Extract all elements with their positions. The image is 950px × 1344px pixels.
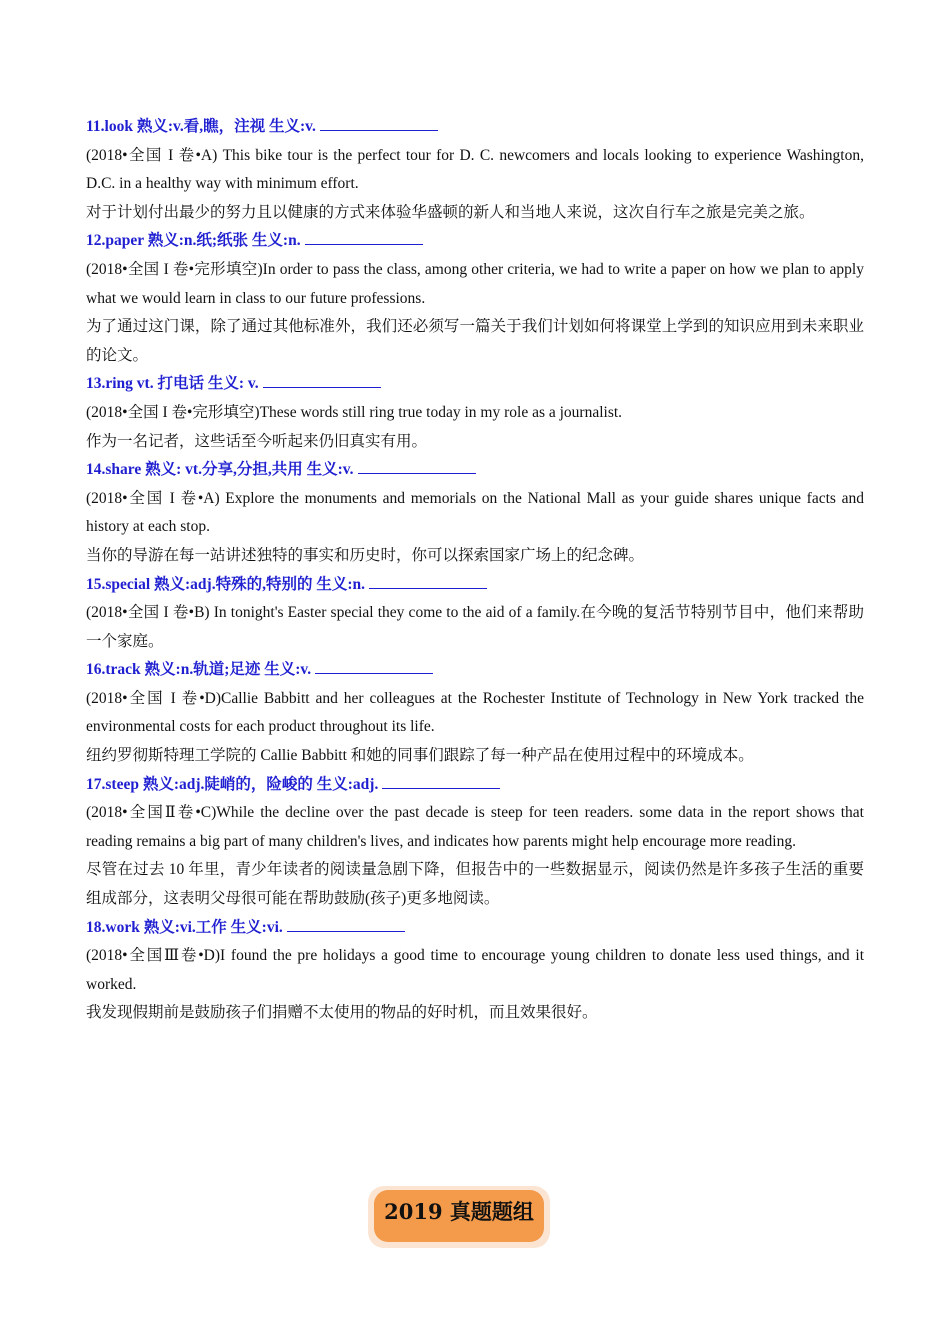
entry-12 bbox=[86, 227, 864, 370]
entry-translation: 为了通过这门课，除了通过其他标准外，我们还必须写一篇关于我们计划如何将课堂上学到的知识应用到未来职业的论文。 bbox=[86, 318, 864, 364]
section-badge-label: 2019 真题题组 bbox=[374, 1190, 544, 1242]
entry-heading: 13.ring vt. 打电话 生义: v. bbox=[86, 370, 864, 399]
answer-blank[interactable] bbox=[315, 659, 433, 674]
entry-heading: 17.steep 熟义:adj.陡峭的，险峻的 生义:adj. bbox=[86, 771, 864, 800]
entry-translation: 对于计划付出最少的努力且以健康的方式来体验华盛顿的新人和当地人来说，这次自行车之旅是完美之旅。 bbox=[86, 203, 815, 221]
answer-blank[interactable] bbox=[382, 774, 500, 789]
answer-blank[interactable] bbox=[263, 373, 381, 388]
answer-blank[interactable] bbox=[305, 230, 423, 245]
vocabulary-list bbox=[86, 113, 864, 1028]
answer-blank[interactable] bbox=[320, 116, 438, 131]
entry-heading: 16.track 熟义:n.轨道;足迹 生义:v. bbox=[86, 656, 864, 685]
entry-18 bbox=[86, 914, 864, 1028]
entry-example: (2018•全国 I 卷•A) This bike tour is the perfect tour for D. C. newcomers and locals looking to experience Washington, D.C. in a healthy way with minimum effort. bbox=[86, 146, 864, 193]
entry-example: (2018•全国Ⅲ卷•D)I found the pre holidays a good time to encourage young children to donate less used things, and it worked. bbox=[86, 947, 864, 993]
section-badge bbox=[368, 1186, 550, 1248]
entry-translation: 纽约罗彻斯特理工学院的 Callie Babbitt 和她的同事们跟踪了每一种产品在使用过程中的环境成本。 bbox=[86, 747, 754, 765]
answer-blank[interactable] bbox=[287, 917, 405, 932]
entry-translation: 我发现假期前是鼓励孩子们捐赠不太使用的物品的好时机，而且效果很好。 bbox=[86, 1004, 598, 1022]
entry-heading: 14.share 熟义: vt.分享,分担,共用 生义:v. bbox=[86, 456, 864, 485]
entry-heading: 18.work 熟义:vi.工作 生义:vi. bbox=[86, 914, 864, 943]
entry-translation: 尽管在过去 10 年里，青少年读者的阅读量急剧下降，但报告中的一些数据显示，阅读仍然是许多孩子生活的重要组成部分，这表明父母很可能在帮助鼓励(孩子)更多地阅读。 bbox=[86, 861, 864, 908]
entry-11 bbox=[86, 113, 864, 227]
entry-example: (2018•全国 I 卷•完形填空)In order to pass the class, among other criteria, we had to write a paper on how we plan to apply what we would learn in class to our future professions. bbox=[86, 260, 864, 307]
entry-heading: 11.look 熟义:v.看,瞧，注视 生义:v. bbox=[86, 113, 864, 142]
entry-heading: 15.special 熟义:adj.特殊的,特别的 生义:n. bbox=[86, 571, 864, 600]
entry-example: (2018•全国Ⅱ卷•C)While the decline over the past decade is steep for teen readers. some data in the report shows that reading remains a big part of many children's lives, and indicates how parents might help encourage more reading. bbox=[86, 804, 864, 850]
entry-13 bbox=[86, 370, 864, 456]
entry-translation: 当你的导游在每一站讲述独特的事实和历史时，你可以探索国家广场上的纪念碑。 bbox=[86, 546, 645, 564]
answer-blank[interactable] bbox=[358, 459, 476, 474]
entry-heading: 12.paper 熟义:n.纸;纸张 生义:n. bbox=[86, 227, 864, 256]
entry-translation: 作为一名记者，这些话至今听起来仍旧真实有用。 bbox=[86, 432, 428, 450]
entry-14 bbox=[86, 456, 864, 570]
entry-example: (2018•全国 I 卷•A) Explore the monuments and memorials on the National Mall as your guide shares unique facts and history at each stop. bbox=[86, 489, 864, 536]
entry-example: (2018•全国 I 卷•B) In tonight's Easter special they come to the aid of a family.在今晚的复活节特别节目中，他们来帮助一个家庭。 bbox=[86, 604, 864, 650]
entry-example: (2018•全国 I 卷•D)Callie Babbitt and her colleagues at the Rochester Institute of Technology in New York tracked the environmental costs for each product throughout its life. bbox=[86, 689, 864, 736]
entry-16 bbox=[86, 656, 864, 770]
entry-example: (2018•全国 I 卷•完形填空)These words still ring true today in my role as a journalist. bbox=[86, 403, 623, 421]
answer-blank[interactable] bbox=[369, 574, 487, 589]
entry-15 bbox=[86, 571, 864, 657]
entry-17 bbox=[86, 771, 864, 914]
